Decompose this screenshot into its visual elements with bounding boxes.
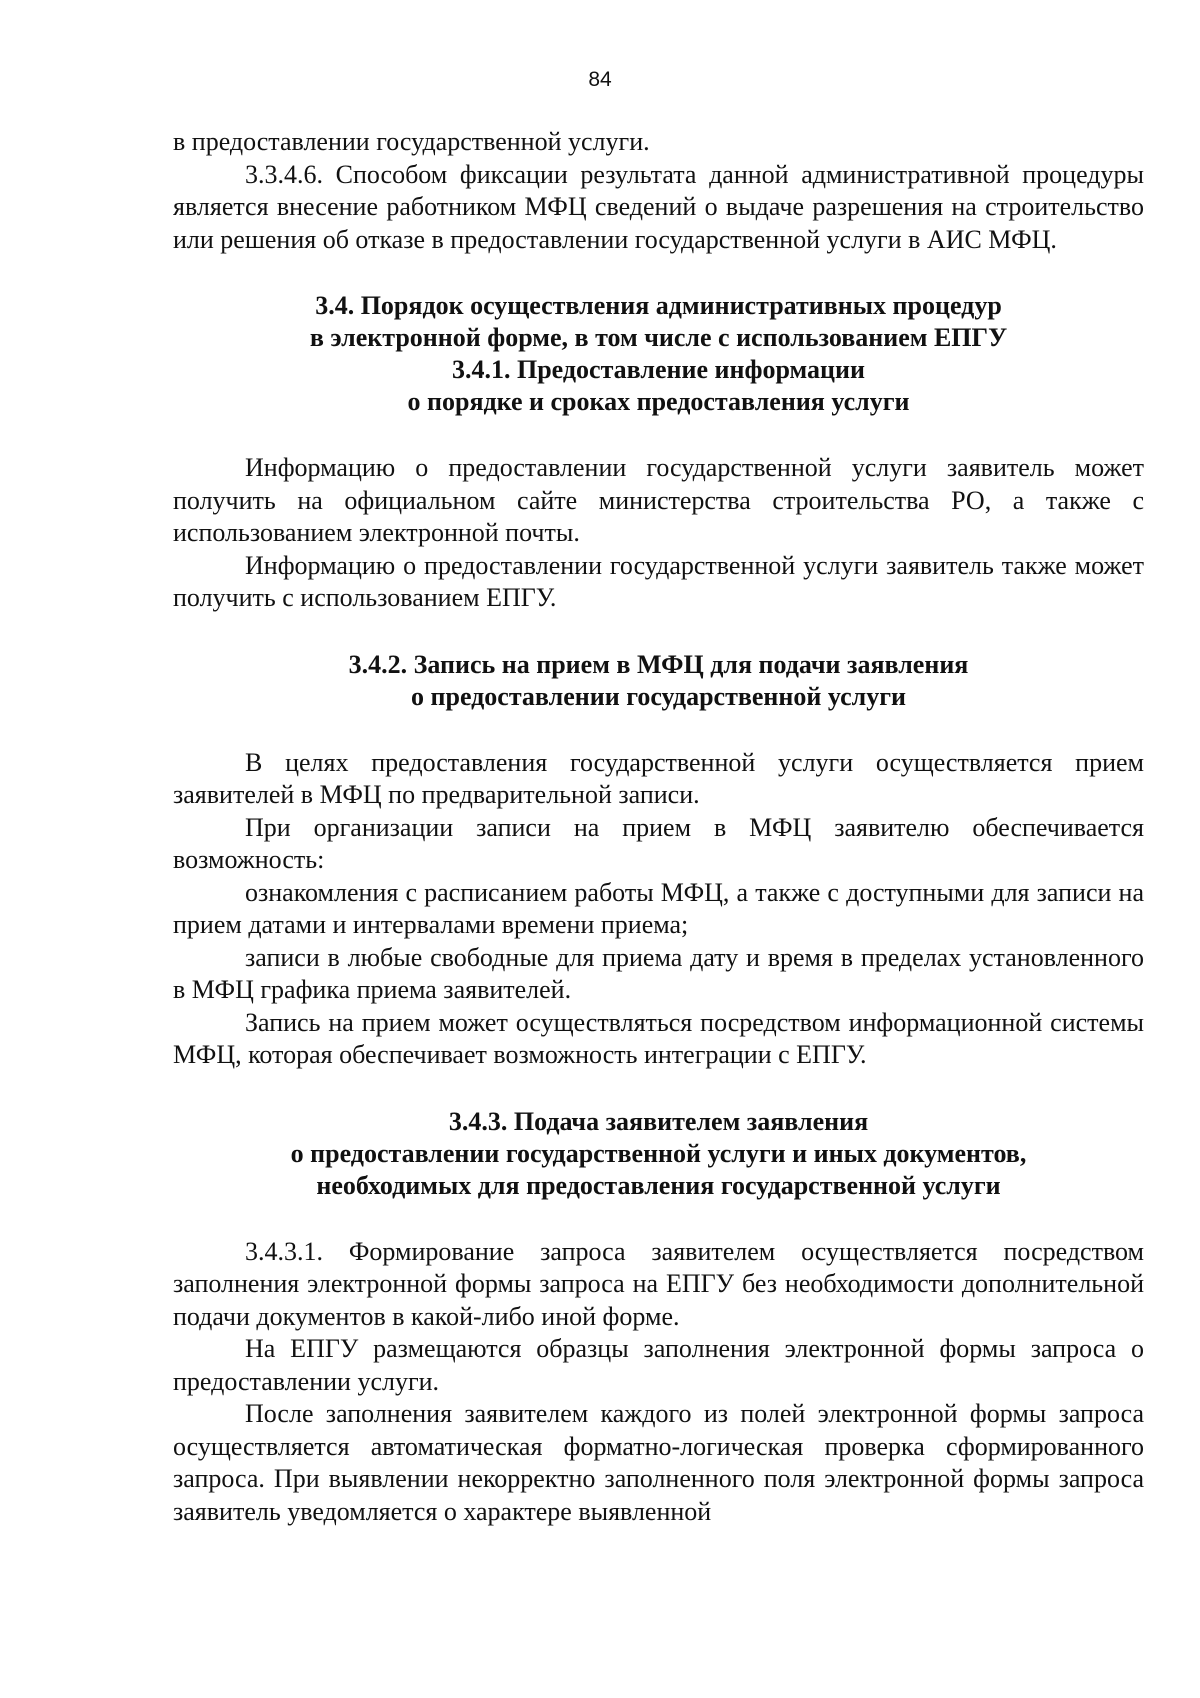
paragraph: в предоставлении государственной услуги.	[173, 127, 650, 156]
heading-line: 3.4.3. Подача заявителем заявления	[448, 1106, 869, 1136]
paragraph: После заполнения заявителем каждого из полей электронной формы запроса осуществляется автоматическая форматно-логическая проверка сформированного запроса. При выявлении некорректно заполненного поля электронной формы запроса заявитель уведомляется о характере выявленной	[173, 1399, 1144, 1526]
heading-line: 3.4.1. Предоставление информации	[452, 355, 865, 384]
document-body	[173, 126, 1144, 1528]
section-heading-3-4-2	[173, 649, 1144, 713]
heading-line: 3.4. Порядок осуществления административных процедур	[315, 291, 1002, 320]
section-heading-3-4-3	[173, 1106, 1144, 1202]
paragraph: На ЕПГУ размещаются образцы заполнения электронной формы запроса о предоставлении услуги.	[173, 1334, 1144, 1396]
paragraph: В целях предоставления государственной услуги осуществляется прием заявителей в МФЦ по предварительной записи.	[173, 747, 1144, 809]
heading-line: необходимых для предоставления государственной услуги	[316, 1170, 1001, 1200]
section-heading-3-4	[173, 290, 1144, 418]
heading-line: в электронной форме, в том числе с использованием ЕПГУ	[309, 323, 1008, 352]
heading-line: о порядке и сроках предоставления услуги	[407, 387, 910, 416]
paragraph: 3.3.4.6. Способом фиксации результата данной административной процедуры является внесение работником МФЦ сведений о выдаче разрешения на строительство или решения об отказе в предоставлении государственной услуги в АИС МФЦ.	[173, 159, 1144, 254]
heading-line: о предоставлении государственной услуги	[411, 681, 906, 711]
heading-line: о предоставлении государственной услуги и иных документов,	[290, 1138, 1027, 1168]
paragraph: Запись на прием может осуществляться посредством информационной системы МФЦ, которая обеспечивает возможность интеграции с ЕПГУ.	[173, 1007, 1144, 1069]
paragraph: Информацию о предоставлении государственной услуги заявитель может получить на официальном сайте министерства строительства РО, а также с использованием электронной почты.	[173, 453, 1144, 547]
heading-line: 3.4.2. Запись на прием в МФЦ для подачи заявления	[348, 649, 969, 679]
paragraph: записи в любые свободные для приема дату и время в пределах установленного в МФЦ графика приема заявителей.	[173, 942, 1144, 1004]
paragraph: Информацию о предоставлении государственной услуги заявитель также может получить с использованием ЕПГУ.	[173, 550, 1144, 612]
paragraph: ознакомления с расписанием работы МФЦ, а также с доступными для записи на прием датами и интервалами времени приема;	[173, 877, 1144, 939]
page-number: 84	[588, 68, 612, 91]
paragraph: 3.4.3.1. Формирование запроса заявителем осуществляется посредством заполнения электронной формы запроса на ЕПГУ без необходимости дополнительной подачи документов в какой-либо иной форме.	[173, 1236, 1144, 1331]
paragraph: При организации записи на прием в МФЦ заявителю обеспечивается возможность:	[173, 812, 1144, 874]
